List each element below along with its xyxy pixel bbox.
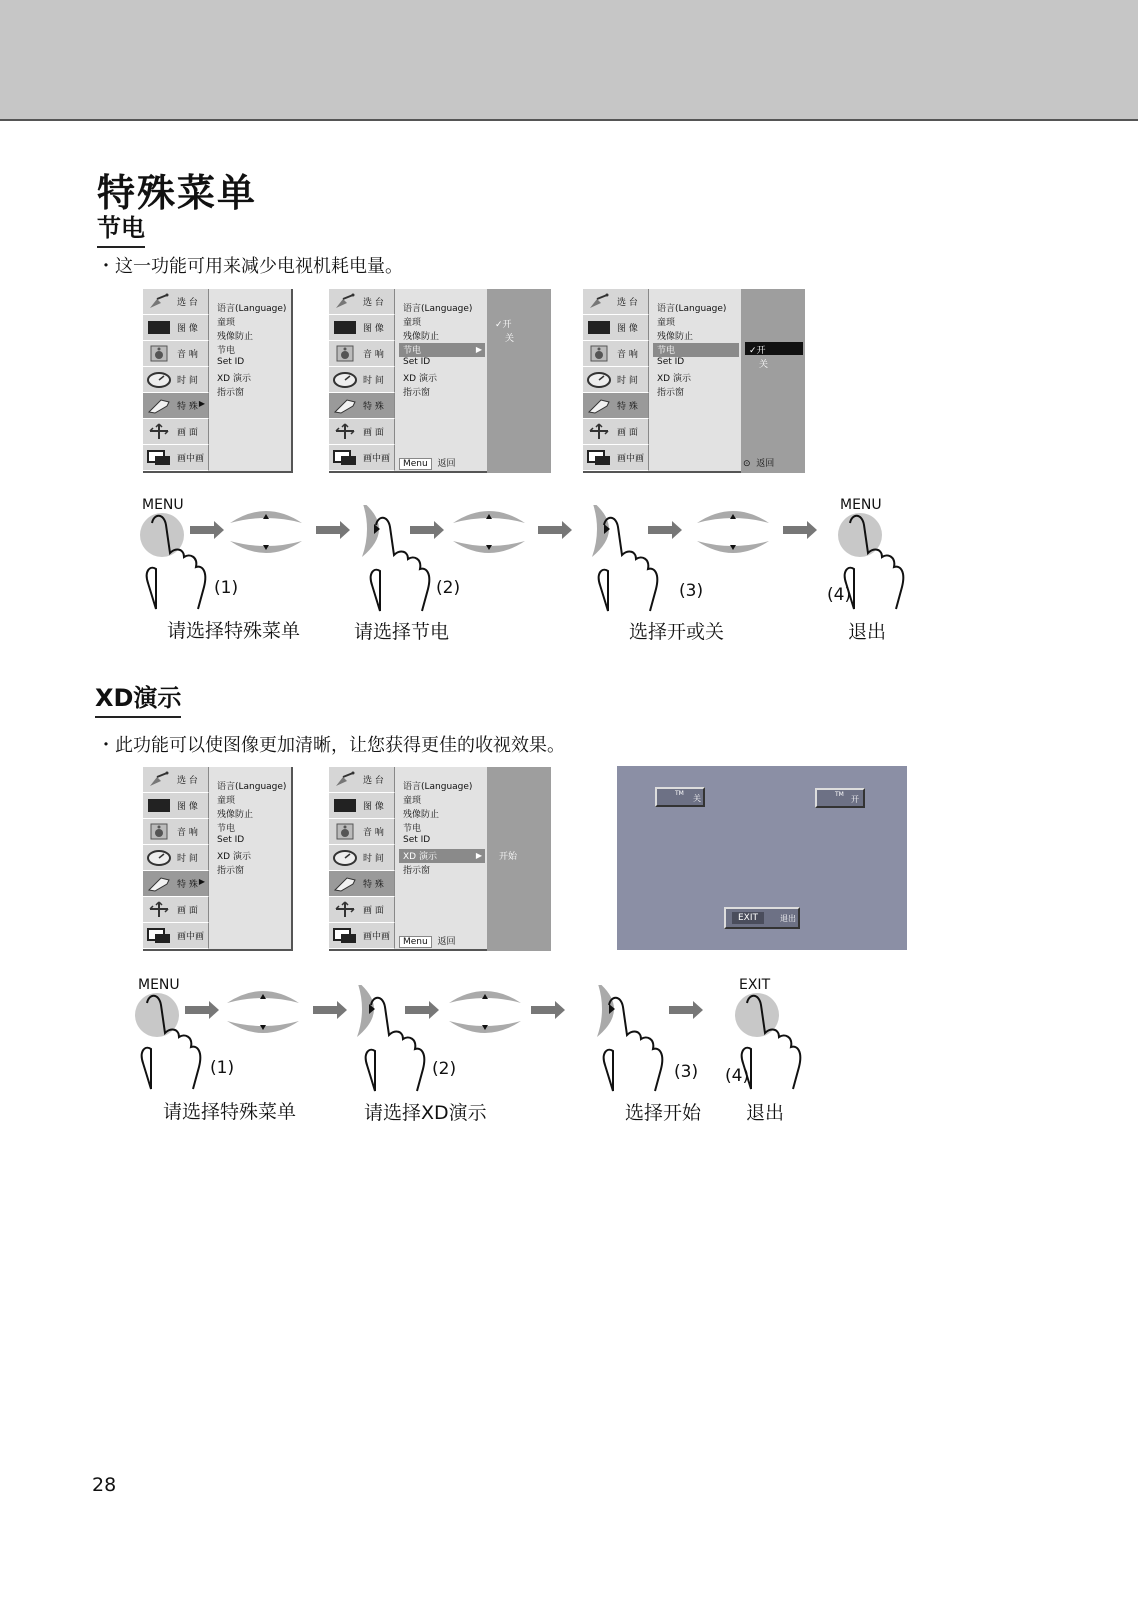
menu-item[interactable]: 指示窗 [403, 866, 431, 876]
submenu-panel [741, 289, 805, 473]
flow-arrow-icon [410, 521, 444, 539]
menu-item[interactable]: 指示窗 [217, 866, 245, 876]
menu-category[interactable] [329, 289, 395, 315]
menu-item[interactable]: XD 演示 [217, 852, 251, 862]
menu-category[interactable] [329, 445, 395, 471]
clock-icon [333, 849, 357, 866]
step-caption: 退出 [848, 621, 887, 643]
ok-button-icon: ⊙ [743, 459, 751, 469]
menu-item[interactable]: 节电 [657, 346, 676, 356]
menu-category[interactable] [143, 341, 209, 367]
pip-icon [587, 449, 611, 466]
flow-arrow-icon [669, 1001, 703, 1019]
menu-category-label: 音 响 [177, 828, 198, 838]
menu-category-label: 图 像 [617, 324, 638, 334]
arrow-right-icon: ▶ [475, 345, 482, 354]
step-number: (1) [214, 578, 239, 598]
menu-item[interactable]: 童琐 [403, 796, 422, 806]
menu-item[interactable]: 指示窗 [217, 388, 245, 398]
menu-item[interactable]: Set ID [217, 835, 245, 845]
exit-hint: EXIT 退出 [724, 907, 800, 929]
submenu-option[interactable]: ✓开 [749, 346, 766, 356]
osd-menu-special [143, 767, 293, 951]
menu-category-label: 画中画 [177, 932, 205, 942]
menu-category[interactable] [143, 793, 209, 819]
exit-key-icon: EXIT [732, 912, 764, 924]
menu-category[interactable] [329, 819, 395, 845]
menu-item[interactable]: Set ID [657, 357, 685, 367]
arrow-right-icon: ▶ [198, 399, 205, 408]
menu-category[interactable] [329, 767, 395, 793]
menu-category-label: 图 像 [363, 802, 384, 812]
step-caption: 请选择XD演示 [364, 1102, 487, 1124]
flow-arrow-icon [405, 1001, 439, 1019]
menu-footer [399, 934, 455, 947]
menu-category[interactable] [143, 871, 209, 897]
step-number: (3) [679, 581, 704, 601]
picture-icon [587, 319, 611, 336]
menu-item[interactable]: 指示窗 [403, 388, 431, 398]
menu-category[interactable] [583, 419, 649, 445]
screen-icon [587, 423, 611, 440]
section-description-xd-demo: ・此功能可以使图像更加清晰，让您获得更佳的收视效果。 [97, 735, 565, 756]
menu-item[interactable]: 童琐 [657, 318, 676, 328]
menu-category-label: 时 间 [177, 854, 198, 864]
submenu-option[interactable]: ✓开 [495, 320, 512, 330]
special-icon [333, 875, 357, 892]
menu-category-label: 特 殊 [363, 402, 384, 412]
step-caption: 退出 [746, 1102, 785, 1124]
menu-item[interactable]: XD 演示 [403, 374, 437, 384]
flow-arrow-icon [783, 521, 817, 539]
menu-category-label: 画 面 [177, 906, 198, 916]
menu-category[interactable] [329, 923, 395, 949]
picture-icon [333, 319, 357, 336]
menu-item[interactable]: 节电 [403, 346, 422, 356]
back-label: 返回 [437, 459, 456, 469]
menu-category-label: 图 像 [177, 802, 198, 812]
menu-category-label: 特 殊 [177, 402, 198, 412]
flow-arrow-icon [190, 521, 224, 539]
menu-key-icon: Menu [399, 458, 432, 470]
menu-category-label: 时 间 [363, 376, 384, 386]
menu-item[interactable]: XD 演示 [657, 374, 691, 384]
menu-category-label: 音 响 [177, 350, 198, 360]
menu-item[interactable]: 语言(Language) [217, 782, 287, 792]
osd-menu-power-save-select [583, 289, 805, 473]
menu-category[interactable] [143, 445, 209, 471]
pip-icon [333, 927, 357, 944]
screen-icon [147, 423, 171, 440]
screen-icon [333, 901, 357, 918]
antenna-icon [333, 293, 357, 310]
menu-category-label: 时 间 [363, 854, 384, 864]
exit-button-label: EXIT [739, 977, 771, 993]
menu-category-label: 音 响 [363, 828, 384, 838]
step-number: (2) [432, 1059, 457, 1079]
menu-category-label: 画 面 [363, 906, 384, 916]
menu-category[interactable] [583, 315, 649, 341]
menu-category[interactable] [143, 923, 209, 949]
menu-item[interactable]: 语言(Language) [217, 304, 287, 314]
menu-item[interactable]: XD 演示 [217, 374, 251, 384]
menu-item[interactable]: 语言(Language) [657, 304, 727, 314]
menu-category-label: 画 面 [617, 428, 638, 438]
flow-arrow-icon [185, 1001, 219, 1019]
speaker-icon [333, 345, 357, 362]
submenu-option[interactable]: 关 [759, 360, 769, 370]
menu-item[interactable]: 语言(Language) [403, 782, 473, 792]
speaker-icon [147, 823, 171, 840]
special-icon [147, 875, 171, 892]
menu-item[interactable]: Set ID [217, 357, 245, 367]
back-label: 返回 [756, 459, 775, 469]
menu-category-label: 画中画 [617, 454, 645, 464]
menu-category-label: 画中画 [177, 454, 205, 464]
menu-item[interactable]: 残像防止 [217, 810, 254, 820]
menu-category[interactable] [143, 767, 209, 793]
section-description-power-save: ・这一功能可用来减少电视机耗电量。 [97, 256, 403, 277]
menu-item[interactable]: 童琐 [217, 318, 236, 328]
menu-item[interactable]: 节电 [217, 824, 236, 834]
special-icon [333, 397, 357, 414]
menu-category-label: 画中画 [363, 932, 391, 942]
screen-icon [147, 901, 171, 918]
demo-on-indicator: TM 开 [815, 788, 865, 808]
menu-category-label: 画中画 [363, 454, 391, 464]
menu-category-label: 选 台 [177, 776, 198, 786]
menu-footer [743, 456, 774, 469]
menu-category-label: 图 像 [177, 324, 198, 334]
menu-category-label: 特 殊 [177, 880, 198, 890]
osd-menu-special [143, 289, 293, 473]
section-heading-power-save: 节电 [97, 208, 145, 248]
antenna-icon [587, 293, 611, 310]
menu-category-label: 画 面 [363, 428, 384, 438]
antenna-icon [147, 771, 171, 788]
menu-item[interactable]: 童琐 [403, 318, 422, 328]
menu-category[interactable] [583, 289, 649, 315]
menu-category[interactable] [329, 845, 395, 871]
menu-item[interactable]: 残像防止 [403, 810, 440, 820]
menu-category[interactable] [143, 315, 209, 341]
menu-category-label: 选 台 [617, 298, 638, 308]
flow-arrow-icon [538, 521, 572, 539]
menu-category[interactable] [143, 419, 209, 445]
menu-category[interactable] [329, 367, 395, 393]
step-caption: 请选择节电 [354, 621, 450, 643]
header-band [0, 0, 1138, 121]
special-icon [587, 397, 611, 414]
menu-category-label: 音 响 [617, 350, 638, 360]
menu-category-label: 图 像 [363, 324, 384, 334]
picture-icon [147, 319, 171, 336]
flow-arrow-icon [648, 521, 682, 539]
menu-category[interactable] [143, 393, 209, 419]
section-heading-xd-demo: XD演示 [95, 678, 181, 718]
menu-category-label: 时 间 [177, 376, 198, 386]
menu-category-label: 画 面 [177, 428, 198, 438]
menu-category-label: 特 殊 [617, 402, 638, 412]
step-number: (4) [827, 585, 852, 605]
menu-category[interactable] [329, 419, 395, 445]
menu-button-label: MENU [840, 497, 882, 513]
menu-category[interactable] [329, 341, 395, 367]
menu-category-label: 特 殊 [363, 880, 384, 890]
submenu-option[interactable]: 开始 [499, 852, 518, 862]
submenu-panel [487, 289, 551, 473]
pip-icon [147, 927, 171, 944]
clock-icon [147, 849, 171, 866]
menu-category[interactable] [583, 367, 649, 393]
flow-arrow-icon [313, 1001, 347, 1019]
arrow-right-icon: ▶ [475, 851, 482, 860]
demo-off-indicator: TM 关 [655, 787, 705, 807]
menu-category[interactable] [329, 871, 395, 897]
submenu-option[interactable]: 关 [505, 334, 515, 344]
step-caption: 请选择特殊菜单 [167, 620, 301, 642]
menu-item[interactable]: 残像防止 [217, 332, 254, 342]
submenu-panel [487, 767, 551, 951]
menu-item[interactable]: 童琐 [217, 796, 236, 806]
menu-item[interactable]: 指示窗 [657, 388, 685, 398]
speaker-icon [333, 823, 357, 840]
menu-button-label: MENU [138, 977, 180, 993]
menu-category-label: 时 间 [617, 376, 638, 386]
osd-menu-power-save [329, 289, 551, 473]
menu-category[interactable] [143, 289, 209, 315]
menu-footer [399, 456, 455, 469]
picture-icon [147, 797, 171, 814]
page-title: 特殊菜单 [97, 171, 258, 215]
pip-icon [333, 449, 357, 466]
osd-menu-xd-demo [329, 767, 551, 951]
menu-category[interactable] [329, 793, 395, 819]
menu-item[interactable]: XD 演示 [403, 852, 437, 862]
menu-item[interactable]: 残像防止 [403, 332, 440, 342]
step-caption: 选择开或关 [629, 621, 725, 643]
menu-category[interactable] [143, 819, 209, 845]
menu-category[interactable] [143, 845, 209, 871]
menu-category-label: 选 台 [177, 298, 198, 308]
step-number: (2) [436, 578, 461, 598]
menu-category[interactable] [583, 341, 649, 367]
menu-item[interactable]: Set ID [403, 357, 431, 367]
menu-category-label: 选 台 [363, 298, 384, 308]
step-number: (4) [725, 1066, 750, 1086]
step-number: (1) [210, 1058, 235, 1078]
screen-icon [333, 423, 357, 440]
special-icon [147, 397, 171, 414]
picture-icon [333, 797, 357, 814]
menu-key-icon: Menu [399, 936, 432, 948]
menu-item[interactable]: Set ID [403, 835, 431, 845]
operation-flow-diagram [140, 505, 920, 615]
antenna-icon [147, 293, 171, 310]
menu-category[interactable] [329, 897, 395, 923]
clock-icon [587, 371, 611, 388]
flow-arrow-icon [316, 521, 350, 539]
xd-demo-screen [617, 766, 907, 950]
menu-category[interactable] [329, 393, 395, 419]
menu-category-label: 选 台 [363, 776, 384, 786]
menu-item[interactable]: 节电 [403, 824, 422, 834]
menu-category[interactable] [583, 445, 649, 471]
speaker-icon [147, 345, 171, 362]
page-number: 28 [92, 1474, 117, 1496]
back-label: 返回 [437, 937, 456, 947]
pip-icon [147, 449, 171, 466]
flow-arrow-icon [531, 1001, 565, 1019]
menu-category[interactable] [329, 315, 395, 341]
clock-icon [147, 371, 171, 388]
step-caption: 选择开始 [625, 1102, 702, 1124]
menu-button-label: MENU [142, 497, 184, 513]
step-caption: 请选择特殊菜单 [163, 1101, 297, 1123]
menu-category[interactable] [143, 367, 209, 393]
speaker-icon [587, 345, 611, 362]
menu-item[interactable]: 节电 [217, 346, 236, 356]
menu-category[interactable] [583, 393, 649, 419]
menu-item[interactable]: 语言(Language) [403, 304, 473, 314]
step-number: (3) [674, 1062, 699, 1082]
clock-icon [333, 371, 357, 388]
antenna-icon [333, 771, 357, 788]
arrow-right-icon: ▶ [198, 877, 205, 886]
menu-item[interactable]: 残像防止 [657, 332, 694, 342]
menu-category[interactable] [143, 897, 209, 923]
menu-category-label: 音 响 [363, 350, 384, 360]
